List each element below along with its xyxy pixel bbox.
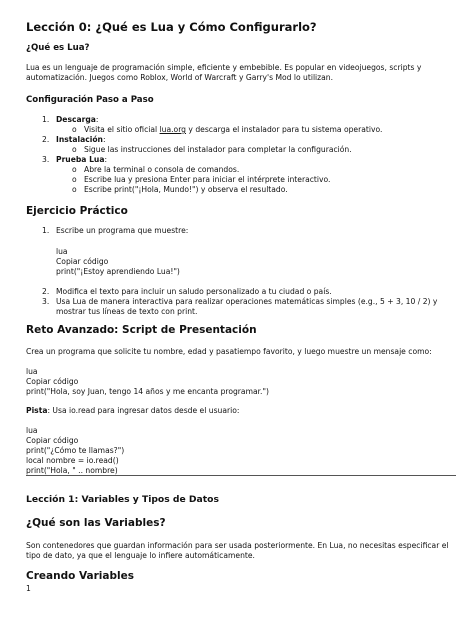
exercise-code-lang: lua (56, 247, 68, 256)
copy-code-button[interactable]: Copiar código (56, 257, 109, 266)
exercise-item-1: Escribe un programa que muestre: (56, 226, 189, 235)
what-are-variables-heading: ¿Qué son las Variables? (26, 517, 166, 529)
setup-heading: Configuración Paso a Paso (26, 95, 154, 105)
copy-code-button[interactable]: Copiar código (26, 436, 79, 445)
step-3-sub-3: Escribe print("¡Hola, Mundo!") y observa el resultado. (84, 185, 288, 194)
horizontal-rule (26, 475, 456, 476)
step-3-sub-1: Abre la terminal o consola de comandos. (84, 165, 240, 174)
exercise-item-2-number: 2. (42, 287, 50, 296)
exercise-item-3-line-1: Usa Lua de manera interactiva para realizar operaciones matemáticas simples (e.g., 5 + 3, 10 / 2) y (56, 297, 438, 306)
hint (26, 406, 239, 415)
hint-text: : Usa io.read para ingresar datos desde el usuario: (47, 406, 240, 415)
step-2-sub-1: Sigue las instrucciones del instalador para completar la configuración. (84, 145, 352, 154)
lesson1-text-line-2: tipo de dato, ya que el lenguaje lo infiere automáticamente. (26, 551, 255, 560)
bullet-icon: o (72, 175, 77, 184)
step-3-number: 3. (42, 155, 50, 164)
intro-line-1: Lua es un lenguaje de programación simple, eficiente y embebible. Es popular en videojuegos, scripts y (26, 63, 422, 72)
step-2 (56, 135, 106, 144)
copy-code-button[interactable]: Copiar código (26, 377, 79, 386)
step-3-colon: : (104, 155, 108, 164)
exercise-heading: Ejercicio Práctico (26, 205, 128, 217)
exercise-code-line: print("¡Estoy aprendiendo Lua!") (56, 267, 180, 276)
step-3 (56, 155, 107, 164)
step-1-sub-1-post: y descarga el instalador para tu sistema operativo. (186, 125, 383, 134)
exercise-item-2: Modifica el texto para incluir un saludo personalizado a tu ciudad o país. (56, 287, 332, 296)
exercise-item-1-number: 1. (42, 226, 50, 235)
what-is-lua-heading: ¿Qué es Lua? (26, 43, 90, 53)
page-number: 1 (26, 584, 31, 593)
step-2-label: Instalación (56, 135, 103, 144)
step-2-colon: : (102, 135, 106, 144)
lesson1-text-line-1: Son contenedores que guardan información para ser usada posteriormente. En Lua, no necesitas especificar el (26, 541, 449, 550)
bullet-icon: o (72, 145, 77, 154)
intro-line-2: automatización. Juegos como Roblox, World of Warcraft y Garry's Mod lo utilizan. (26, 73, 334, 82)
hint-label: Pista (26, 406, 48, 415)
hint-code-line-1: print("¿Cómo te llamas?") (26, 446, 125, 455)
lesson0-title: Lección 0: ¿Qué es Lua y Cómo Configurarlo? (26, 20, 317, 34)
exercise-item-3-line-2: mostrar tus líneas de texto con print. (56, 307, 198, 316)
challenge-text: Crea un programa que solicite tu nombre, edad y pasatiempo favorito, y luego muestre un mensaje como: (26, 347, 432, 356)
step-1-sub-1-pre: Visita el sitio oficial (84, 125, 160, 134)
challenge-code-line: print("Hola, soy Juan, tengo 14 años y me encanta programar.") (26, 387, 269, 396)
lesson1-title: Lección 1: Variables y Tipos de Datos (26, 494, 219, 505)
step-1-colon: : (95, 115, 99, 124)
exercise-item-3-number: 3. (42, 297, 50, 306)
bullet-icon: o (72, 125, 77, 134)
bullet-icon: o (72, 185, 77, 194)
bullet-icon: o (72, 165, 77, 174)
step-1-label: Descarga (56, 115, 96, 124)
step-2-number: 2. (42, 135, 50, 144)
step-1 (56, 115, 98, 124)
step-1-sub-1 (84, 125, 382, 134)
challenge-heading: Reto Avanzado: Script de Presentación (26, 324, 257, 336)
hint-code-lang: lua (26, 426, 38, 435)
step-3-sub-2: Escribe lua y presiona Enter para iniciar el intérprete interactivo. (84, 175, 331, 184)
hint-code-line-3: print("Hola, " .. nombre) (26, 466, 118, 475)
lua-org-link[interactable]: lua.org (159, 125, 187, 134)
step-1-number: 1. (42, 115, 50, 124)
hint-code-line-2: local nombre = io.read() (26, 456, 119, 465)
step-3-label: Prueba Lua (56, 155, 105, 164)
challenge-code-lang: lua (26, 367, 38, 376)
creating-variables-heading: Creando Variables (26, 570, 134, 582)
